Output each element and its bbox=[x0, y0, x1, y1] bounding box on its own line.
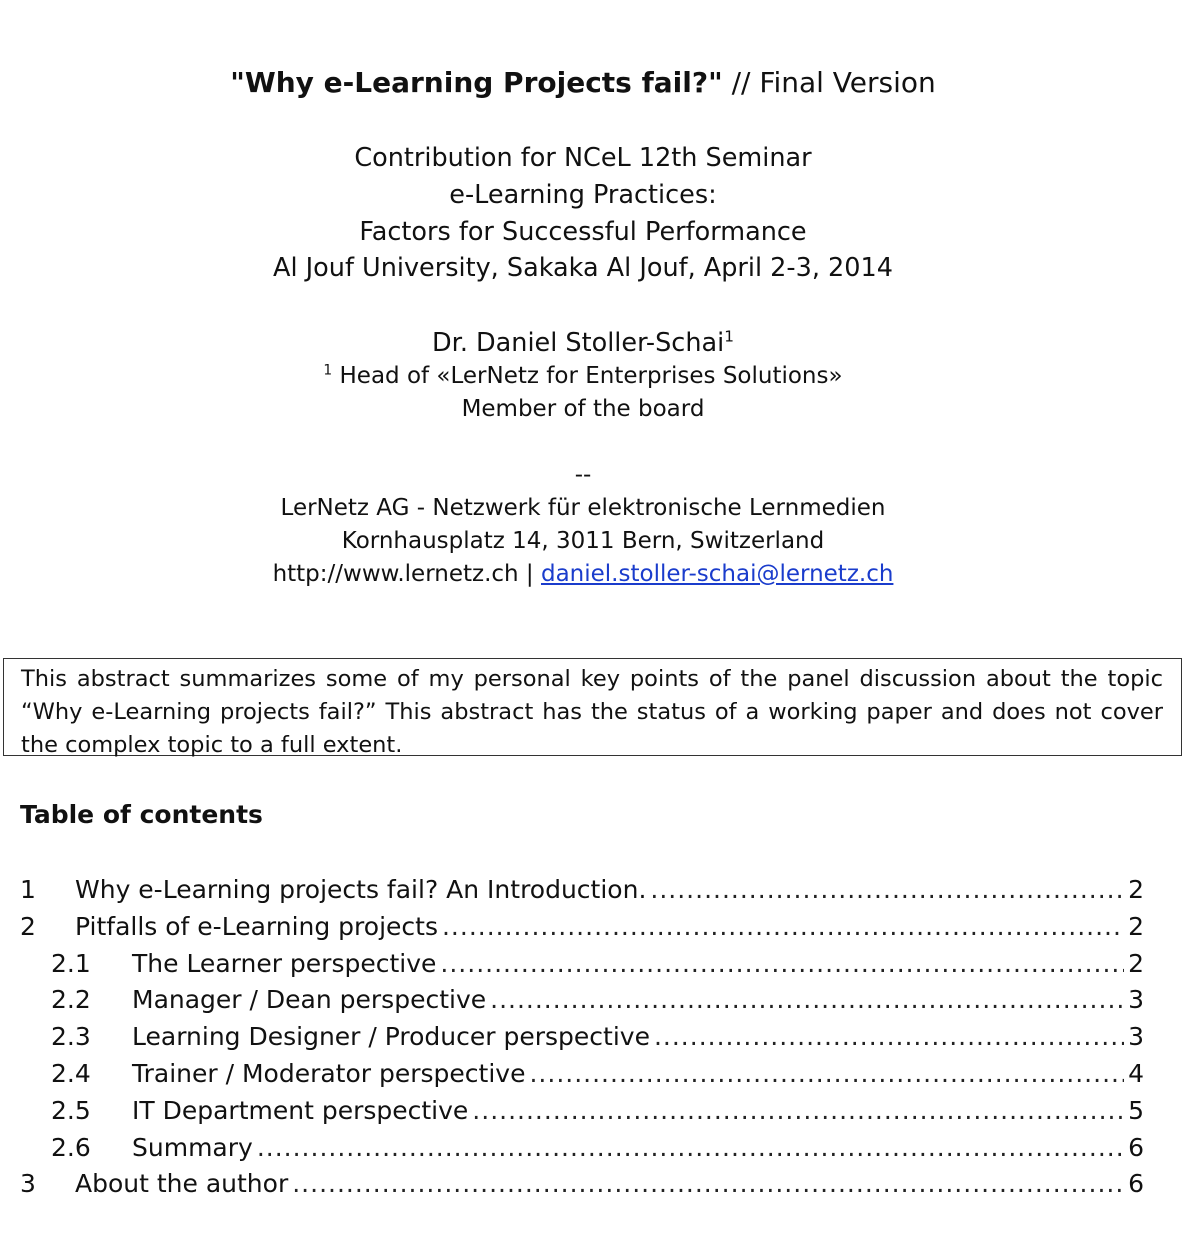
document-title bbox=[0, 66, 1166, 99]
toc-page: 3 bbox=[1124, 1019, 1144, 1056]
separator: -- bbox=[574, 462, 592, 488]
title-version: // Final Version bbox=[722, 66, 936, 99]
toc-heading: Table of contents bbox=[20, 800, 263, 829]
toc-label: About the author bbox=[75, 1166, 292, 1203]
contact-divider: | bbox=[518, 561, 541, 587]
toc-leader bbox=[440, 946, 1124, 983]
email-link[interactable]: daniel.stoller-schai@lernetz.ch bbox=[540, 561, 894, 587]
author-affiliation: Head of «LerNetz for Enterprises Solutions» bbox=[332, 363, 843, 389]
toc-entry-2-4[interactable] bbox=[20, 1056, 1144, 1093]
contribution-line-2: e-Learning Practices: bbox=[449, 180, 717, 210]
toc-page: 2 bbox=[1124, 909, 1144, 946]
author-affiliation-line bbox=[0, 360, 1166, 393]
toc-leader bbox=[442, 909, 1124, 946]
toc-label: Pitfalls of e-Learning projects bbox=[75, 909, 442, 946]
toc-number: 2.4 bbox=[51, 1058, 91, 1088]
toc-label: Why e-Learning projects fail? An Introduction. bbox=[75, 872, 650, 909]
toc-number: 2.3 bbox=[51, 1022, 91, 1052]
toc-label: Trainer / Moderator perspective bbox=[132, 1056, 529, 1093]
toc-leader bbox=[472, 1093, 1124, 1130]
contact-line bbox=[0, 558, 1166, 591]
toc-number: 2.1 bbox=[51, 948, 91, 978]
website-text: http://www.lernetz.ch bbox=[272, 561, 519, 587]
org-name: LerNetz AG - Netzwerk für elektronische Lernmedien bbox=[280, 495, 886, 521]
toc-entry-2-6[interactable] bbox=[20, 1130, 1144, 1167]
toc-label: Learning Designer / Producer perspective bbox=[132, 1019, 654, 1056]
abstract-text: This abstract summarizes some of my personal key points of the panel discussion about the topic “Why e-Learning projects fail?” This abstract has the status of a working paper and does not cover the complex topic to a full extent. bbox=[21, 666, 1163, 758]
author-name: Dr. Daniel Stoller-Schai bbox=[432, 328, 725, 358]
title-main: "Why e-Learning Projects fail?" bbox=[230, 66, 723, 99]
author-footnote-mark: 1 bbox=[724, 327, 734, 346]
toc-number: 2 bbox=[20, 911, 36, 941]
affiliation-footnote-mark: 1 bbox=[323, 362, 333, 379]
toc-entry-2-3[interactable] bbox=[20, 1019, 1144, 1056]
toc-number: 1 bbox=[20, 875, 36, 904]
toc-label: Summary bbox=[132, 1130, 257, 1167]
toc-entry-2-2[interactable] bbox=[20, 982, 1144, 1019]
toc-leader bbox=[654, 1019, 1124, 1056]
toc-page: 4 bbox=[1124, 1056, 1144, 1093]
contribution-line-1: Contribution for NCeL 12th Seminar bbox=[354, 143, 812, 173]
toc-number: 2.6 bbox=[51, 1132, 91, 1162]
toc-entry-2-5[interactable] bbox=[20, 1093, 1144, 1130]
toc-leader bbox=[490, 982, 1124, 1019]
toc-entry-2-1[interactable] bbox=[20, 946, 1144, 983]
author-role: Member of the board bbox=[461, 396, 705, 422]
toc-page: 2 bbox=[1124, 872, 1144, 909]
org-address: Kornhausplatz 14, 3011 Bern, Switzerland bbox=[341, 528, 825, 554]
contribution-line-3: Factors for Successful Performance bbox=[359, 217, 807, 247]
toc-entry-2[interactable] bbox=[20, 909, 1144, 946]
toc-number: 2.5 bbox=[51, 1095, 91, 1125]
toc-page: 2 bbox=[1124, 946, 1144, 983]
toc-number: 3 bbox=[20, 1169, 36, 1199]
toc-page: 6 bbox=[1124, 1166, 1144, 1203]
toc-leader bbox=[292, 1166, 1124, 1203]
toc-page: 6 bbox=[1124, 1130, 1144, 1167]
toc-page: 5 bbox=[1124, 1093, 1144, 1130]
contribution-line-4: Al Jouf University, Sakaka Al Jouf, April 2-3, 2014 bbox=[273, 253, 893, 283]
toc-entry-3[interactable] bbox=[20, 1166, 1144, 1203]
toc-page: 3 bbox=[1124, 982, 1144, 1019]
toc-leader bbox=[529, 1056, 1124, 1093]
abstract-box bbox=[3, 658, 1182, 756]
toc-label: The Learner perspective bbox=[132, 946, 440, 983]
toc-entry-1[interactable] bbox=[20, 872, 1144, 909]
toc-label: IT Department perspective bbox=[132, 1093, 472, 1130]
toc-label: Manager / Dean perspective bbox=[132, 982, 490, 1019]
toc-leader bbox=[650, 872, 1124, 909]
toc-leader bbox=[257, 1130, 1124, 1167]
author-name-line bbox=[0, 325, 1166, 362]
table-of-contents bbox=[20, 872, 1144, 1203]
toc-number: 2.2 bbox=[51, 985, 91, 1015]
